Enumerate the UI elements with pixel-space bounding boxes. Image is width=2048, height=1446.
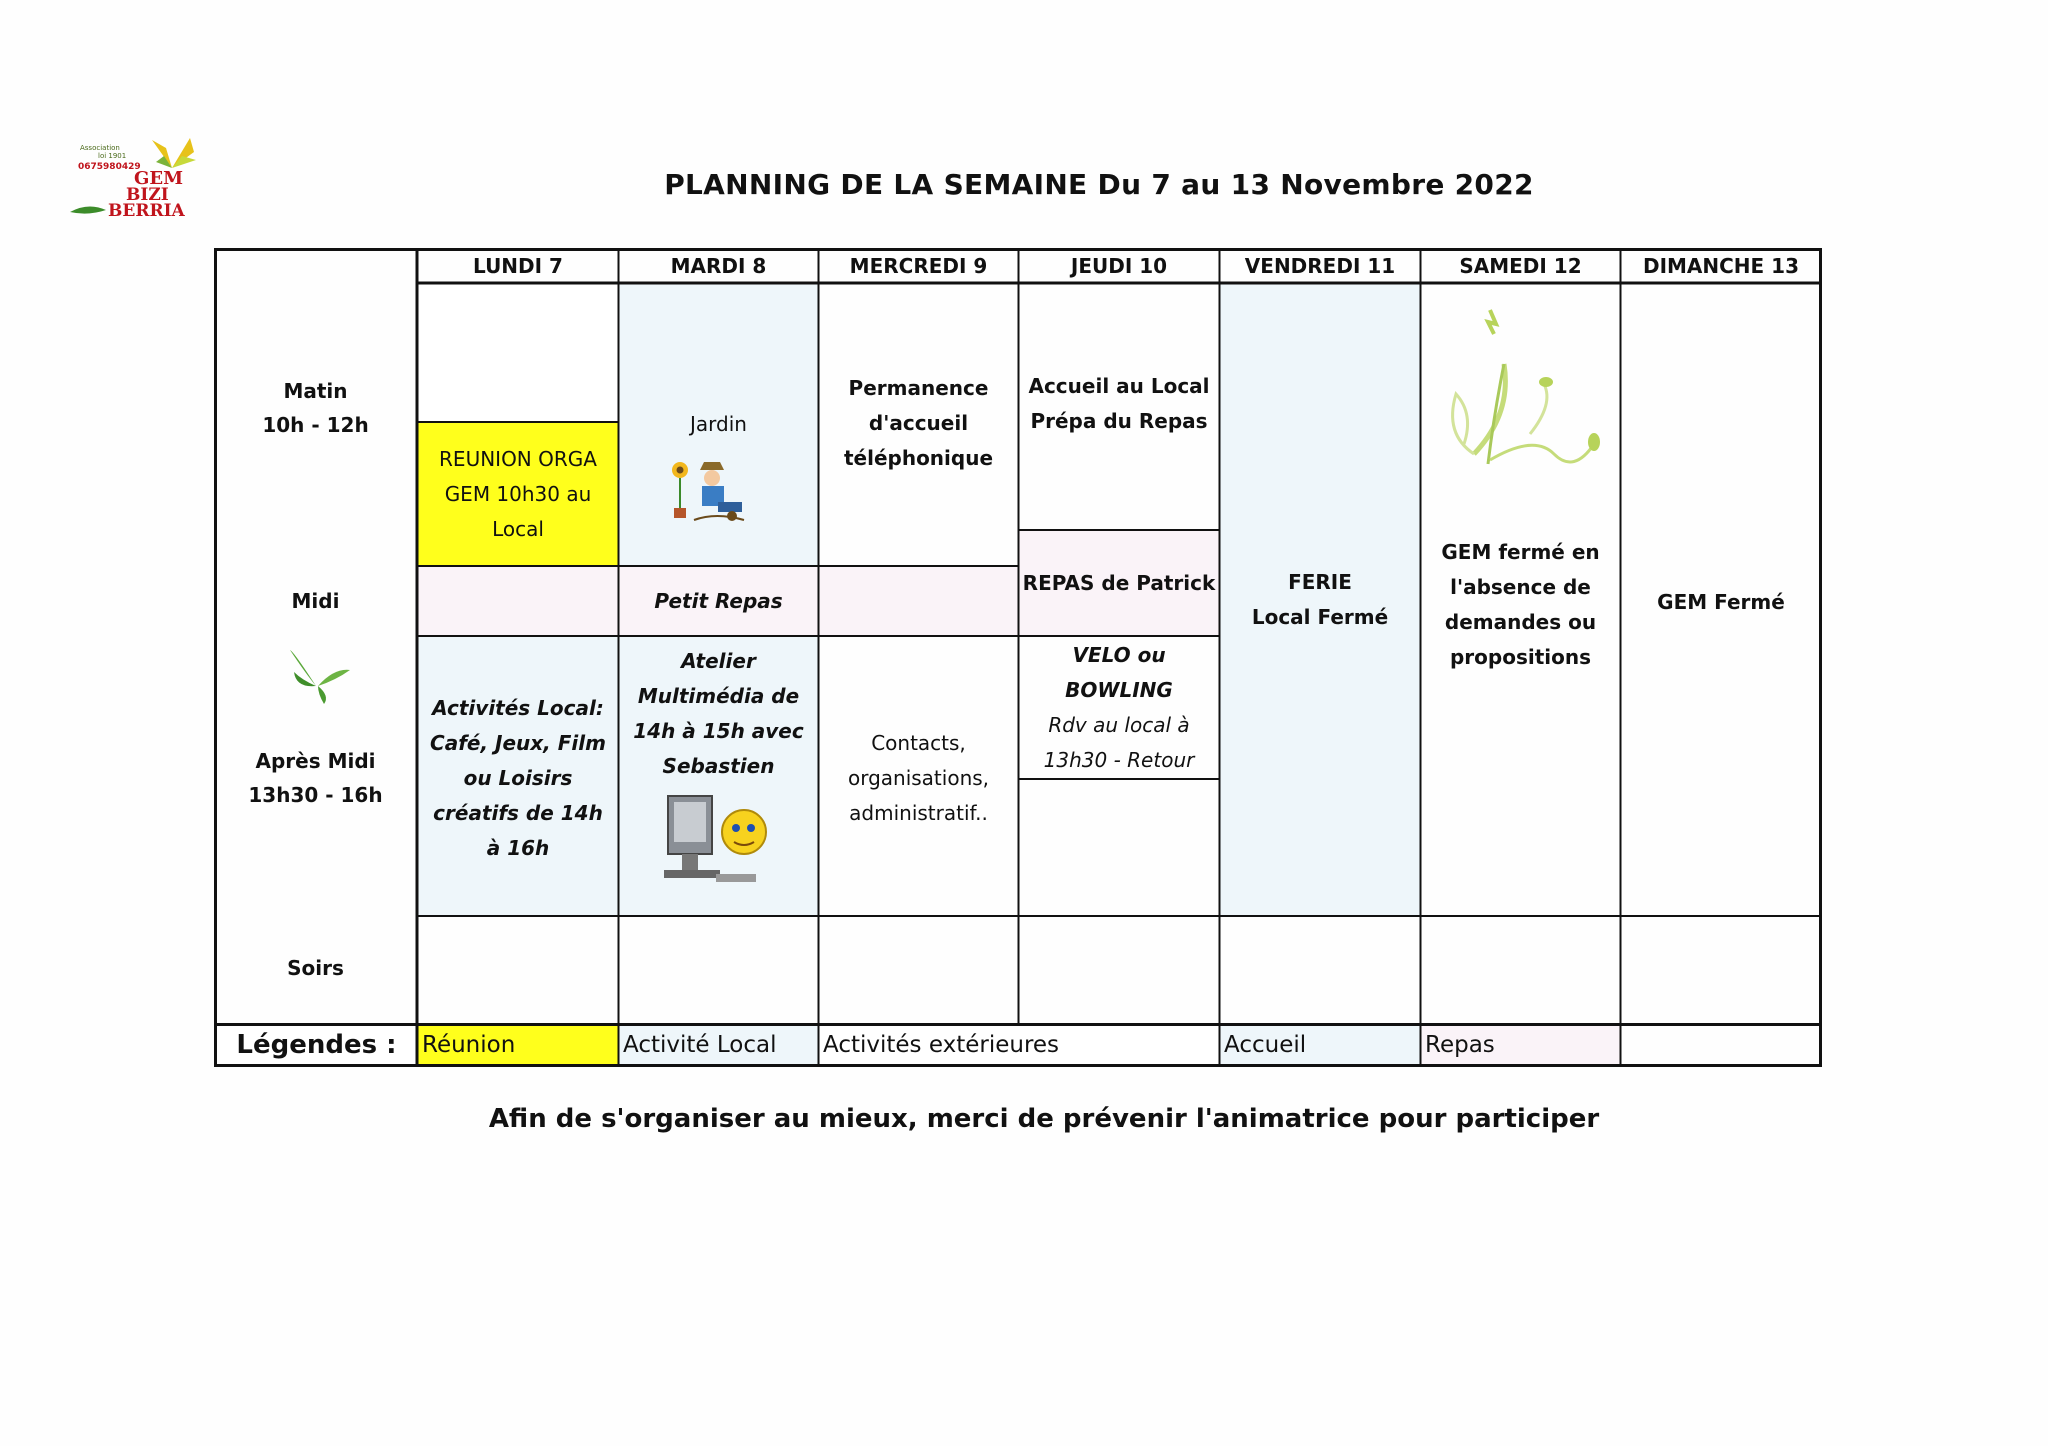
page-title (0, 168, 2048, 201)
logo-association-text: Association (80, 144, 120, 152)
row-label-midi (214, 583, 417, 619)
jeudi-aprem-line1: VELO ou (1072, 643, 1166, 667)
row-label-apres-midi-line2: 13h30 - 16h (248, 783, 383, 807)
jeudi-repas-cell: REPAS de Patrick (1022, 570, 1216, 595)
mercredi-aprem-line3: administratif.. (849, 800, 988, 825)
row-label-apres-midi (214, 738, 417, 818)
mercredi-matin-cell (819, 368, 1018, 478)
vendredi-line2: Local Fermé (1251, 605, 1389, 629)
jeudi-aprem-line2: BOWLING (1065, 678, 1173, 702)
computer-smiley-icon (654, 788, 774, 896)
vendredi-ferie-cell (1220, 560, 1420, 640)
logo-bizi: BIZI (126, 185, 169, 205)
jeudi-matin-line2: Prépa du Repas (1030, 409, 1208, 433)
footer-note (0, 1104, 2048, 1134)
jeudi-apres-midi-cell (1019, 638, 1219, 778)
mercredi-matin-line1: Permanence (848, 375, 989, 400)
lundi-aprem-line5: à 16h (486, 835, 550, 860)
day-header-samedi: SAMEDI 12 (1459, 254, 1582, 278)
lundi-apres-midi-cell (418, 678, 618, 878)
lundi-reunion-cell (418, 423, 618, 565)
mercredi-matin-line3: téléphonique (843, 445, 994, 470)
row-label-matin (214, 368, 417, 448)
jeudi-aprem-line3: Rdv au local à (1048, 713, 1190, 737)
butterfly-icon (284, 646, 354, 706)
mardi-atelier-cell (619, 642, 818, 786)
legend-empty (1621, 1025, 1821, 1065)
logo-phone: 0675980429 (78, 162, 141, 172)
gardener-illustration-icon (666, 458, 766, 538)
lundi-aprem-line2: Café, Jeux, Film (430, 730, 606, 755)
samedi-ferme-cell (1421, 530, 1620, 680)
jeudi-matin-line1: Accueil au Local (1028, 374, 1210, 398)
row-label-matin-line2: 10h - 12h (262, 413, 369, 437)
logo-berria: BERRIA (108, 201, 185, 221)
samedi-line4: propositions (1449, 645, 1592, 669)
legend-activites-exterieures: Activités extérieures (823, 1032, 1060, 1058)
lundi-aprem-line3: ou Loisirs (463, 765, 573, 790)
legend-repas: Repas (1425, 1032, 1495, 1058)
row-label-midi-text: Midi (291, 589, 340, 613)
legend-reunion: Réunion (422, 1032, 516, 1058)
page-title-text: PLANNING DE LA SEMAINE Du 7 au 13 Novembre 2022 (664, 168, 1534, 201)
logo-loi-text: loi 1901 (98, 152, 127, 160)
row-label-soirs (214, 948, 417, 988)
legend-activite-local: Activité Local (623, 1032, 777, 1058)
logo-gem: GEM (134, 168, 184, 189)
row-label-soirs-text: Soirs (287, 956, 344, 980)
row-label-matin-line1: Matin (283, 379, 348, 403)
lundi-aprem-line4: créatifs de 14h (433, 800, 603, 825)
day-header-lundi: LUNDI 7 (473, 254, 563, 278)
jeudi-matin-cell (1019, 368, 1219, 440)
floral-swirl-icon (1434, 304, 1614, 474)
legend-label: Légendes : (236, 1030, 397, 1060)
legend-accueil: Accueil (1224, 1032, 1307, 1058)
day-header-dimanche: DIMANCHE 13 (1642, 254, 1800, 278)
day-header-vendredi: VENDREDI 11 (1244, 254, 1396, 278)
footer-note-text: Afin de s'organiser au mieux, merci de prévenir l'animatrice pour participer (488, 1104, 1600, 1134)
mercredi-aprem-line1: Contacts, (871, 730, 966, 755)
lundi-aprem-line1: Activités Local: (432, 695, 604, 720)
lundi-reunion-line3: Local (492, 516, 544, 541)
mercredi-aprem-line2: organisations, (847, 765, 990, 790)
day-header-mercredi: MERCREDI 9 (849, 254, 988, 278)
mardi-aprem-line3: 14h à 15h avec (633, 719, 804, 743)
lundi-reunion-line2: GEM 10h30 au (444, 481, 592, 506)
row-label-apres-midi-line1: Après Midi (255, 749, 376, 773)
mardi-matin-cell: Jardin (690, 411, 747, 436)
leaf-logo-icon (68, 204, 108, 216)
mardi-aprem-line4: Sebastien (662, 754, 775, 778)
samedi-line2: l'absence de (1450, 575, 1591, 599)
jeudi-aprem-line4: 13h30 - Retour (1043, 748, 1195, 772)
mercredi-apres-midi-cell (819, 723, 1018, 833)
mardi-petit-repas-cell: Petit Repas (654, 588, 783, 613)
lundi-reunion-line1: REUNION ORGA (439, 446, 597, 471)
weekly-schedule-table (214, 248, 1822, 1068)
vendredi-line1: FERIE (1288, 570, 1352, 594)
day-header-jeudi: JEUDI 10 (1070, 254, 1168, 278)
dimanche-ferme-cell: GEM Fermé (1657, 589, 1785, 614)
mercredi-matin-line2: d'accueil (868, 410, 969, 435)
mardi-aprem-line1: Atelier (681, 649, 756, 673)
samedi-line1: GEM fermé en (1441, 540, 1600, 564)
samedi-line3: demandes ou (1444, 610, 1597, 634)
day-header-mardi: MARDI 8 (670, 254, 767, 278)
mardi-aprem-line2: Multimédia de (637, 684, 800, 708)
